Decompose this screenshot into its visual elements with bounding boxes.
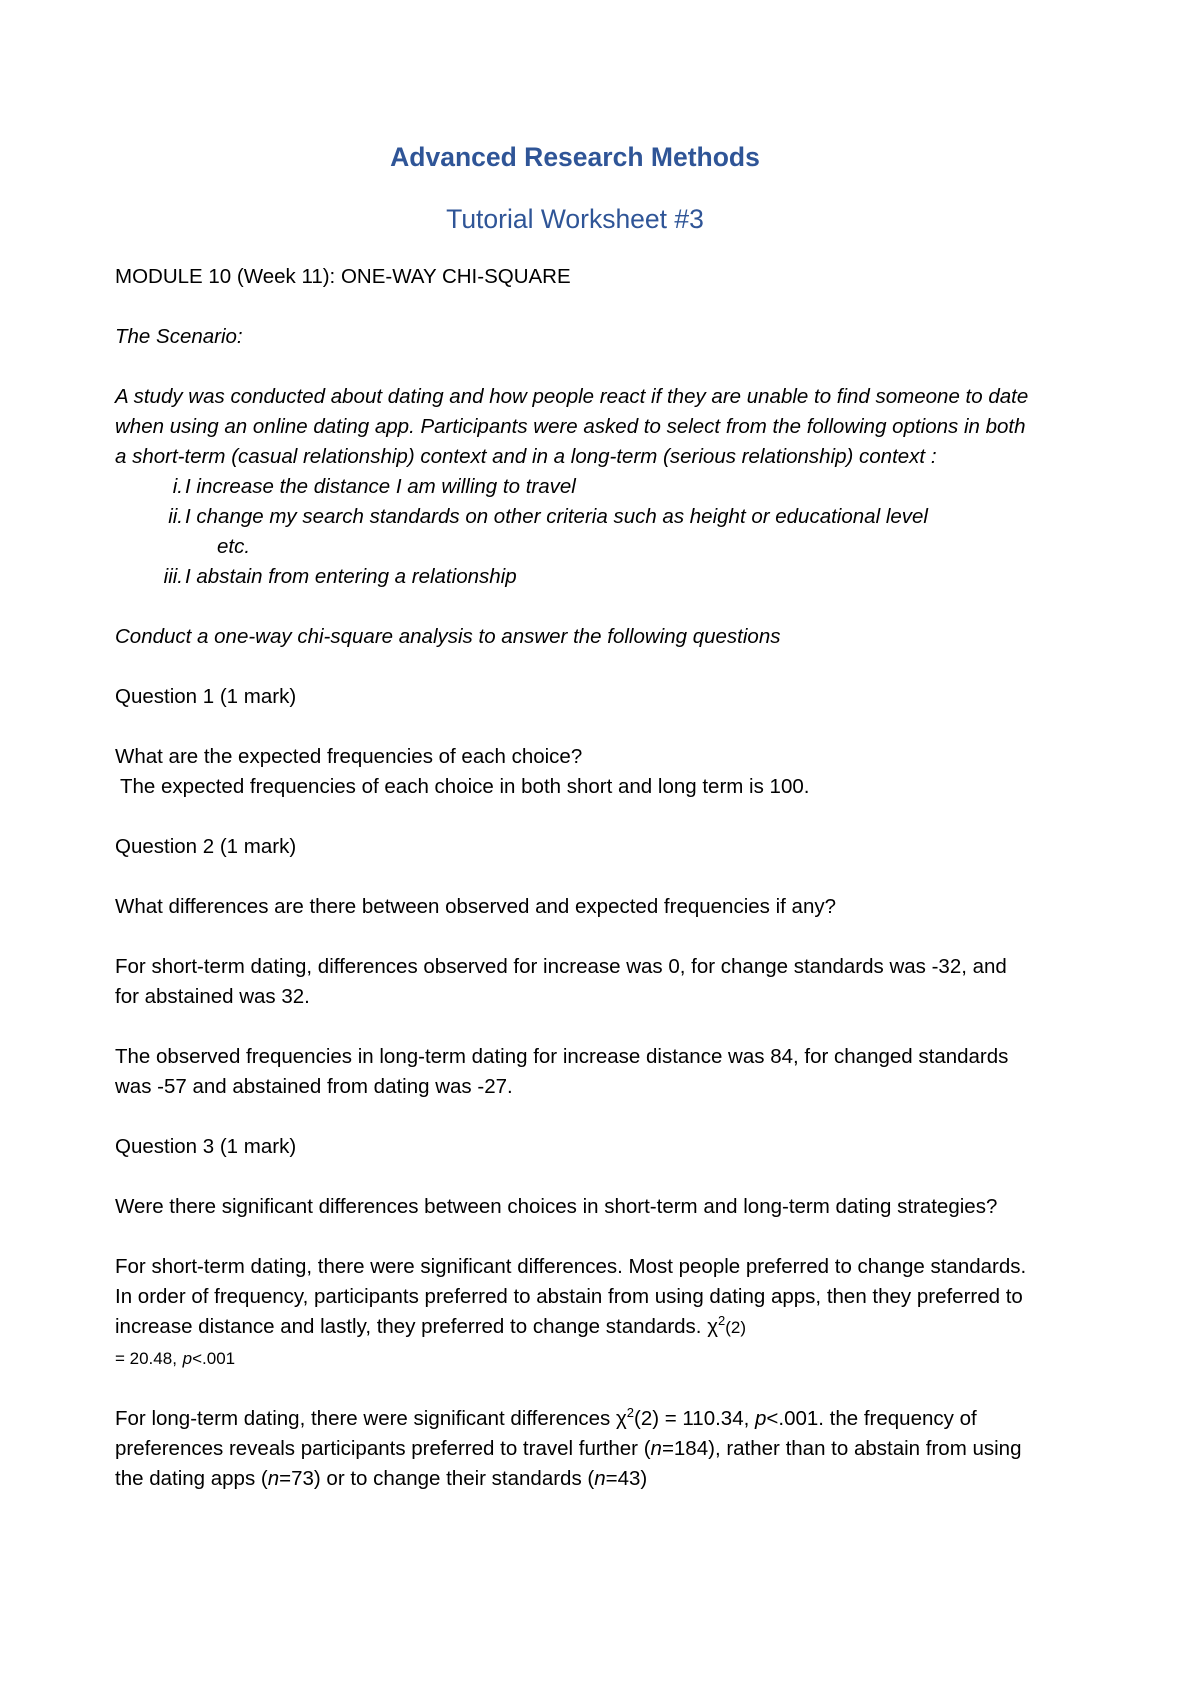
q1-heading: Question 1 (1 mark) <box>115 685 297 708</box>
chi-stat: (2) = 110.34, <box>634 1407 750 1430</box>
chi-df: (2) <box>725 1318 746 1337</box>
option-number: iii. <box>163 565 183 588</box>
option-text: I change my search standards on other criteria such as height or educational level <box>185 505 928 528</box>
p-symbol: p <box>182 1349 193 1368</box>
document-title: Advanced Research Methods <box>390 142 760 172</box>
n-symbol: n <box>650 1437 662 1460</box>
module-heading: MODULE 10 (Week 11): ONE-WAY CHI-SQUARE <box>115 265 571 288</box>
chi-symbol: χ <box>616 1407 627 1430</box>
q3-long-text-c: =184), rather than to abstain from using the dating apps ( <box>115 1437 1022 1490</box>
option-text: I increase the distance I am willing to travel <box>185 475 576 498</box>
chi-superscript: 2 <box>717 1313 726 1329</box>
q3-question: Were there significant differences between choices in short-term and long-term dating strategies? <box>115 1195 998 1218</box>
n-symbol: n <box>594 1467 606 1490</box>
scenario-options <box>115 472 1035 592</box>
q3-long-text-b: <.001. the frequency of preferences reveals participants preferred to travel further ( <box>115 1407 977 1460</box>
q2-heading: Question 2 (1 mark) <box>115 835 297 858</box>
q3-answer-long <box>115 1404 1035 1494</box>
n-symbol: n <box>267 1467 280 1490</box>
scenario-label: The Scenario: <box>115 325 243 348</box>
option-item <box>115 472 1035 502</box>
p-value: <.001 <box>192 1349 236 1368</box>
q3-long-text-d: =73) or to change their standards ( <box>279 1467 595 1490</box>
q3-short-text: For short-term dating, there were significant differences. Most people preferred to change standards. In order of frequency, participants preferred to abstain from using dating apps, then they preferred to increase distance and lastly, they preferred to change standards. <box>115 1255 1027 1338</box>
q3-long-text-e: =43) <box>605 1467 648 1490</box>
q2-answer-short: For short-term dating, differences observed for increase was 0, for change standards was -32, and for abstained was 32. <box>115 955 1007 1008</box>
q3-long-text-a: For long-term dating, there were significant differences <box>115 1407 611 1430</box>
chi-superscript: 2 <box>626 1405 634 1421</box>
chi-stat: = 20.48, <box>115 1349 177 1368</box>
p-symbol: p <box>755 1407 767 1430</box>
q3-heading: Question 3 (1 mark) <box>115 1135 297 1158</box>
document-page <box>115 140 1035 1494</box>
q2-question: What differences are there between observed and expected frequencies if any? <box>115 895 836 918</box>
q1-answer: The expected frequencies of each choice in both short and long term is 100. <box>120 775 810 798</box>
q2-answer-long: The observed frequencies in long-term dating for increase distance was 84, for changed standards was -57 and abstained from dating was -27. <box>115 1045 1009 1098</box>
chi-symbol: χ <box>707 1315 718 1338</box>
option-item <box>115 562 1035 592</box>
document-subtitle: Tutorial Worksheet #3 <box>446 204 704 234</box>
scenario-instruction: Conduct a one-way chi-square analysis to answer the following questions <box>115 625 781 648</box>
option-continuation: etc. <box>217 535 251 558</box>
option-number: i. <box>172 475 183 498</box>
option-item <box>115 502 1035 562</box>
q3-answer-short <box>115 1252 1035 1374</box>
option-number: ii. <box>168 505 183 528</box>
option-text: I abstain from entering a relationship <box>185 565 517 588</box>
q1-question: What are the expected frequencies of each choice? <box>115 745 583 768</box>
scenario-text: A study was conducted about dating and how people react if they are unable to find someone to date when using an online dating app. Participants were asked to select from the following options in both a short-term (casual relationship) context and in a long-term (serious relationship) context : <box>115 385 1029 468</box>
